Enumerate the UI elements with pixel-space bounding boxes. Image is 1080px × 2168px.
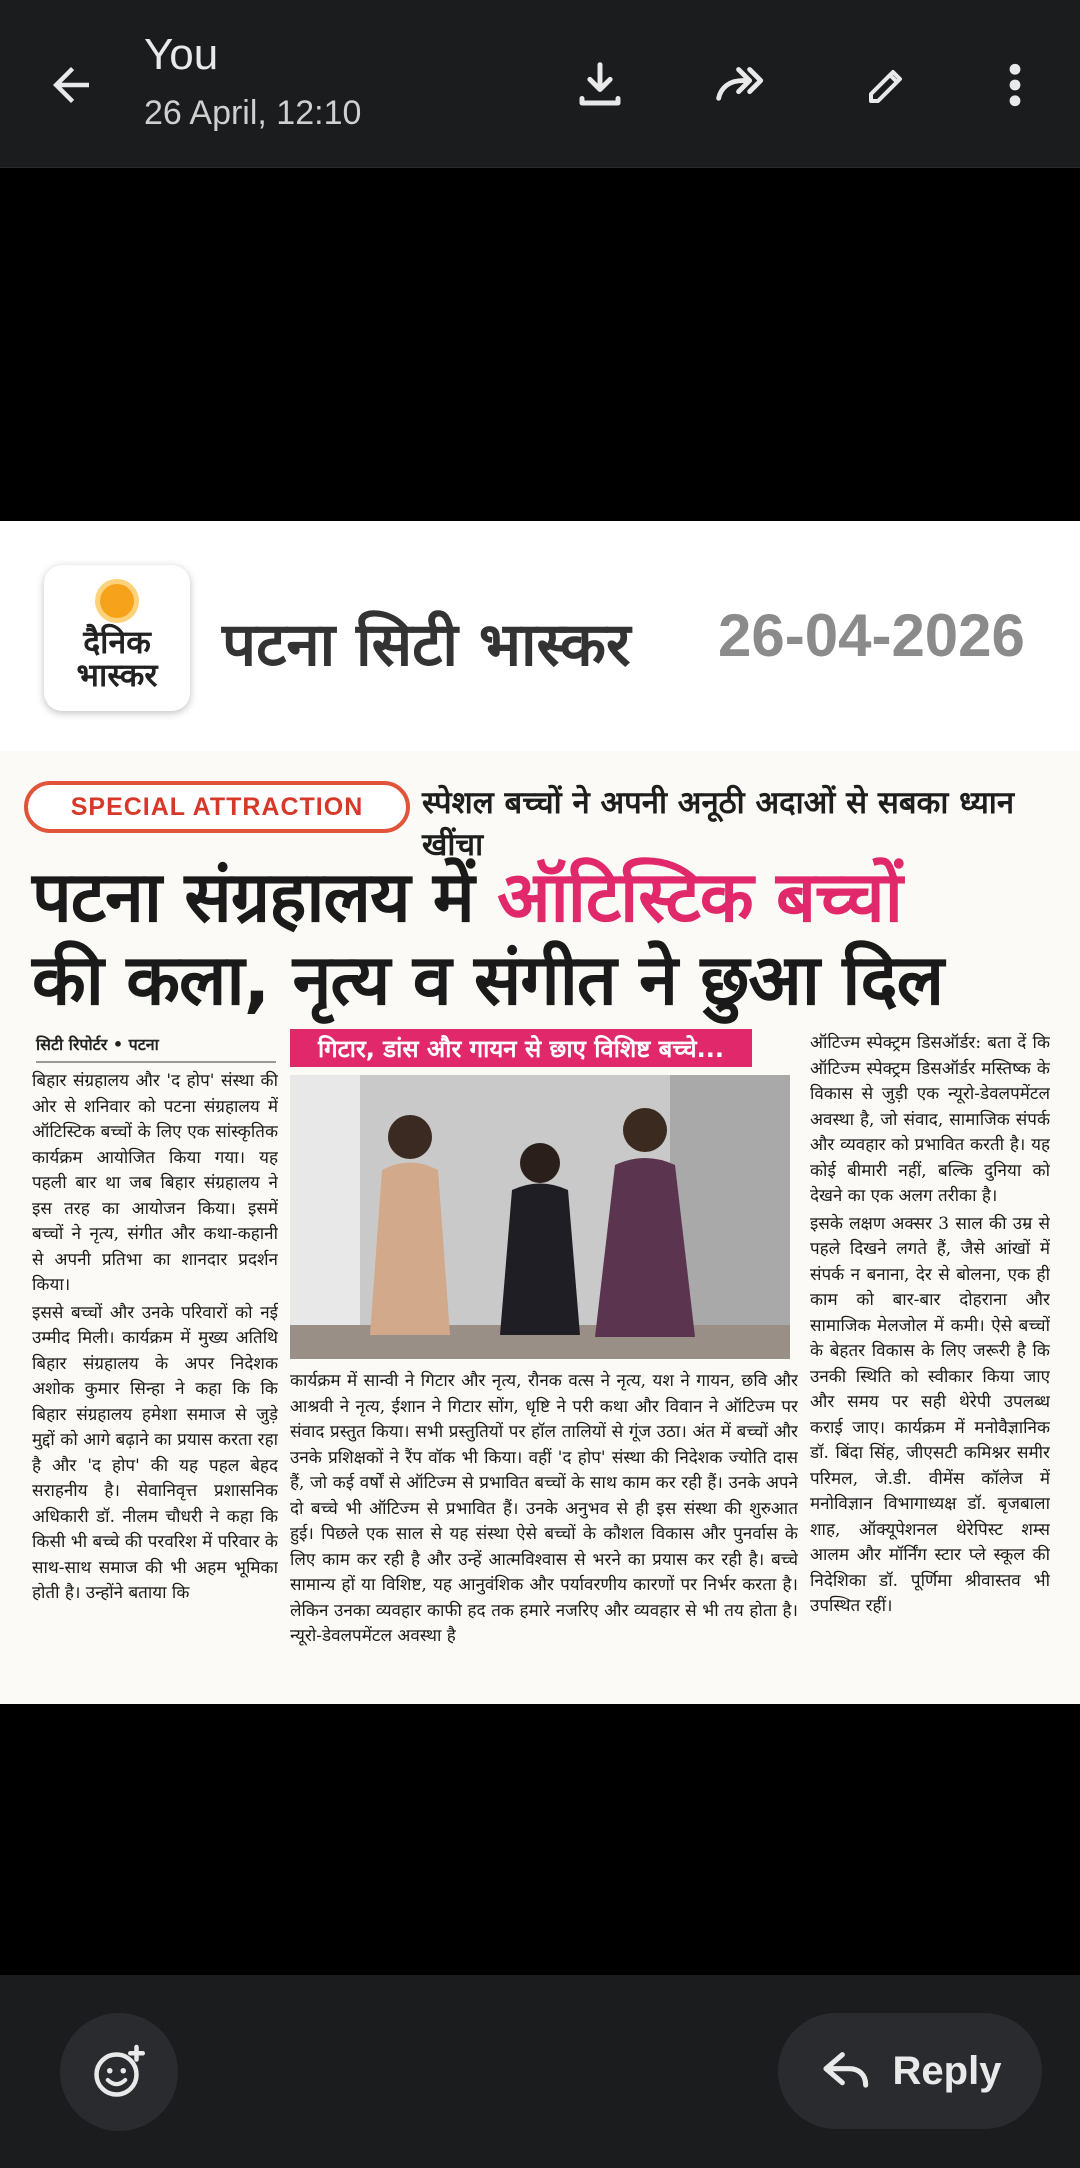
sender-name: You (144, 30, 219, 79)
more-vert-icon (995, 58, 1035, 112)
special-attraction-tag: SPECIAL ATTRACTION (24, 781, 410, 833)
download-icon (573, 58, 627, 112)
bottom-bar (0, 1975, 1080, 2168)
more-options-button[interactable] (980, 50, 1050, 120)
cut-text-strip (22, 751, 1062, 759)
byline: सिटी रिपोर्टर • पटना (36, 1033, 276, 1063)
top-app-bar (0, 0, 1080, 168)
event-photo (290, 1075, 790, 1359)
headline-highlight: ऑटिस्टिक बच्चों (497, 856, 902, 938)
article-kicker: स्पेशल बच्चों ने अपनी अनूठी अदाओं से सबका ध्यान खींचा (422, 785, 1015, 863)
paragraph: इसके लक्षण अक्सर 3 साल की उम्र से पहले दिखने लगते हैं, जैसे आंखों में संपर्क न बनाना, देर से बोलना, एक ही काम को बार-बार दोहराना और सामाजिक मेलजोल में कमी। ऐसे बच्चों के बेहतर विकास के लिए जरूरी है कि उनकी स्थिति को स्वीकार किया जाए और समय पर सही थेरेपी उपलब्ध कराई जाए। कार्यक्रम में मनोवैज्ञानिक डॉ. बिंदा सिंह, जीएसटी कमिश्नर समीर परिमल, जे.डी. वीमेंस कॉलेज में मनोविज्ञान विभागाध्यक्ष डॉ. बृजबाला शाह, ऑक्यूपेशनल थेरेपिस्ट शम्स आलम और मॉर्निंग स्टार प्ले स्कूल की निदेशिका डॉ. पूर्णिमा श्रीवास्तव भी उपस्थित रहीं। (810, 1213, 1050, 1616)
forward-icon (712, 58, 774, 112)
edit-pencil-icon (863, 61, 911, 109)
shared-image[interactable] (0, 521, 1080, 1704)
newspaper-date: 26-04-2026 (718, 602, 1025, 669)
newspaper-name: पटना सिटी भास्कर (222, 610, 631, 680)
headline-line-2: की कला, नृत्य व संगीत ने छुआ दिल (32, 939, 944, 1021)
newspaper-masthead (0, 521, 1080, 741)
news-article (0, 751, 1080, 1704)
headline-line-1 (32, 846, 902, 942)
reply-arrow-icon (819, 2043, 875, 2099)
reply-label: Reply (892, 2048, 1002, 2093)
add-reaction-icon (89, 2042, 149, 2102)
article-column-3 (810, 1031, 1050, 1691)
edit-button[interactable] (852, 50, 922, 120)
newspaper-logo (44, 565, 190, 711)
article-column-2 (290, 1369, 798, 1689)
headline-part-1: पटना संग्रहालय में (32, 856, 498, 938)
back-arrow-icon (44, 58, 98, 112)
back-button[interactable] (36, 50, 106, 120)
performers-illustration (290, 1075, 790, 1359)
download-button[interactable] (565, 50, 635, 120)
photo-caption: गिटार, डांस और गायन से छाए विशिष्ट बच्चे... (290, 1029, 752, 1067)
message-timestamp: 26 April, 12:10 (144, 94, 362, 132)
reply-button[interactable] (778, 2013, 1042, 2129)
logo-line-1: दैनिक (83, 623, 151, 661)
article-column-1 (32, 1069, 278, 1689)
paragraph: इससे बच्चों और उनके परिवारों को नई उम्मीद मिली। कार्यक्रम में मुख्य अतिथि बिहार संग्रहालय के अपर निदेशक अशोक कुमार सिन्हा ने कहा कि कि बिहार संग्रहालय हमेशा समाज से जुड़े मुद्दों को आगे बढ़ाने का प्रयास करता रहा है और 'द होप' की यह पहल बेहद सराहनीय है। सेवानिवृत्त प्रशासनिक अधिकारी डॉ. नीलम चौधरी ने कहा कि किसी भी बच्चे की परवरिश में परिवार के साथ-साथ समाज की भी अहम भूमिका होती है। उन्होंने बताया कि (32, 1302, 278, 1603)
paragraph: बिहार संग्रहालय और 'द होप' संस्था की ओर से शनिवार को पटना संग्रहालय में ऑटिस्टिक बच्चों के लिए एक सांस्कृतिक कार्यक्रम आयोजित किया गया। यह पहली बार था जब बिहार संग्रहालय ने इस तरह का आयोजन किया। इसमें बच्चों ने नृत्य, संगीत और कथा-कहानी से अपनी प्रतिभा का शानदार प्रदर्शन किया। (32, 1071, 278, 1295)
sun-icon (100, 584, 134, 618)
paragraph: ऑटिज्म स्पेक्ट्रम डिसऑर्डर: बता दें कि ऑटिज्म स्पेक्ट्रम डिसऑर्डर मस्तिष्क के विकास से जुड़ी एक न्यूरो-डेवलपमेंटल अवस्था है, जो संवाद, सामाजिक संपर्क और व्यवहार को प्रभावित करती है। यह कोई बीमारी नहीं, बल्कि दुनिया को देखने का एक अलग तरीका है। (810, 1033, 1050, 1206)
paragraph: कार्यक्रम में सान्वी ने गिटार और नृत्य, रौनक वत्स ने नृत्य, यश ने गायन, छवि और आश्रवी ने नृत्य, ईशान ने गिटार सोंग, धृष्टि ने परी कथा और विवान ने ऑटिज्म पर संवाद प्रस्तुत किया। सभी प्रस्तुतियों पर हॉल तालियों से गूंज उठा। अंत में बच्चों और उनके प्रशिक्षकों ने रैंप वॉक भी किया। वहीं 'द होप' संस्था की निदेशक ज्योति दास हैं, जो कई वर्षों से ऑटिज्म से प्रभावित बच्चों के साथ काम कर रही हैं। उनके अपने दो बच्चे भी ऑटिज्म से प्रभावित हैं। उनके अनुभव से ही इस संस्था की शुरुआत हुई। पिछले एक साल से यह संस्था ऐसे बच्चों के कौशल विकास और पुनर्वास के लिए काम कर रही है और उन्हें आत्मविश्वास से भरने का प्रयास कर रही है। बच्चे सामान्य हों या विशिष्ट, यह आनुवंशिक और पर्यावरणीय कारणों पर निर्भर करता है। लेकिन उनका व्यवहार काफी हद तक हमारे नजरिए और व्यवहार से भी तय होता है। न्यूरो-डेवलपमेंटल अवस्था है (290, 1371, 798, 1646)
logo-line-2: भास्कर (76, 656, 158, 694)
forward-button[interactable] (708, 50, 778, 120)
add-reaction-button[interactable] (60, 2013, 178, 2131)
